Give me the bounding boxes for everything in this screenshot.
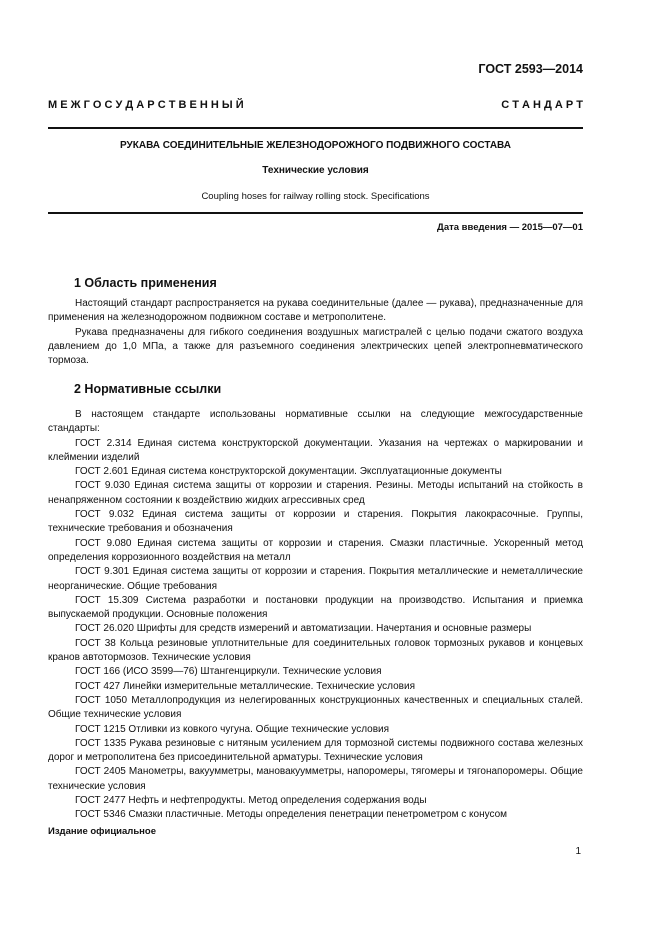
document-code: ГОСТ 2593—2014	[478, 62, 583, 76]
reference-item: ГОСТ 2.314 Единая система конструкторской документации. Указания на чертежах о маркировании и клеймении изделий	[48, 437, 583, 463]
reference-item: ГОСТ 166 (ИСО 3599—76) Штангенциркули. Технические условия	[75, 666, 382, 678]
document-subtitle: Технические условия	[262, 165, 369, 176]
reference-item: ГОСТ 2477 Нефть и нефтепродукты. Метод определения содержания воды	[75, 795, 427, 807]
section-1-title: 1 Область применения	[74, 276, 217, 290]
title-rule	[48, 212, 583, 214]
english-title: Coupling hoses for railway rolling stock. Specifications	[201, 191, 430, 202]
reference-item: ГОСТ 5346 Смазки пластичные. Методы определения пенетрации пенетрометром с конусом	[75, 809, 508, 821]
section-2-title: 2 Нормативные ссылки	[74, 382, 222, 396]
reference-item: ГОСТ 1050 Металлопродукция из нелегированных конструкционных качественных и специальных сталей. Общие технические условия	[48, 694, 583, 721]
reference-item: ГОСТ 9.032 Единая система защиты от коррозии и старения. Покрытия лакокрасочные. Группы, технические требования и обозначения	[48, 509, 583, 535]
reference-item: ГОСТ 15.309 Система разработки и постановки продукции на производство. Испытания и приемка выпускаемой продукции. Основные положения	[48, 594, 583, 621]
reference-item: ГОСТ 1335 Рукава резиновые с нитяным усилением для тормозной системы подвижного состава железных дорог и метрополитена без присоединительной арматуры. Технические условия	[48, 737, 583, 764]
document-title: РУКАВА СОЕДИНИТЕЛЬНЫЕ ЖЕЛЕЗНОДОРОЖНОГО ПОДВИЖНОГО СОСТАВА	[119, 140, 511, 151]
reference-item: ГОСТ 26.020 Шрифты для средств измерений и автоматизации. Начертания и основные размеры	[75, 623, 532, 635]
reference-item: ГОСТ 1215 Отливки из ковкого чугуна. Общие технические условия	[75, 723, 390, 735]
reference-item: ГОСТ 427 Линейки измерительные металлические. Технические условия	[75, 680, 415, 692]
banner-word-standard: С Т А Н Д А Р Т	[501, 99, 583, 111]
page-number: 1	[575, 846, 581, 857]
introduction-date: Дата введения — 2015—07—01	[437, 222, 583, 233]
banner-word-interstate: М Е Ж Г О С У Д А Р С Т В Е Н Н Ы Й	[48, 99, 244, 111]
official-edition-note: Издание официальное	[48, 826, 156, 837]
header-rule	[48, 127, 583, 129]
interstate-standard-banner	[48, 99, 583, 111]
paragraph: В настоящем стандарте использованы нормативные ссылки на следующие межгосударственные стандарты:	[48, 409, 583, 435]
paragraph: Настоящий стандарт распространяется на рукава соединительные (далее — рукава), предназначенные для применения на железнодорожном подвижном составе и метрополитене.	[48, 298, 583, 324]
reference-item: ГОСТ 9.030 Единая система защиты от коррозии и старения. Резины. Методы испытаний на стойкость в ненапряженном состоянии к воздействию жидких агрессивных сред	[48, 480, 583, 506]
reference-item: ГОСТ 9.080 Единая система защиты от коррозии и старения. Смазки пластичные. Ускоренный метод определения коррозионного воздействия на металл	[48, 537, 583, 563]
reference-item: ГОСТ 38 Кольца резиновые уплотнительные для соединительных головок тормозных рукавов и концевых кранов автотормозов. Технические условия	[48, 637, 583, 664]
section-2-body	[48, 408, 583, 823]
paragraph: Рукава предназначены для гибкого соединения воздушных магистралей с целью подачи сжатого воздуха давлением до 1,0 МПа, а также для разъемного соединения электрических цепей электропневматического тормоза.	[48, 326, 583, 367]
reference-item: ГОСТ 2405 Манометры, вакуумметры, мановакуумметры, напоромеры, тягомеры и тягонапоромеры. Общие технические условия	[48, 766, 583, 792]
reference-item: ГОСТ 9.301 Единая система защиты от коррозии и старения. Покрытия металлические и неметаллические неорганические. Общие требования	[48, 566, 583, 592]
reference-item: ГОСТ 2.601 Единая система конструкторской документации. Эксплуатационные документы	[75, 466, 502, 478]
section-1-body	[48, 297, 583, 368]
